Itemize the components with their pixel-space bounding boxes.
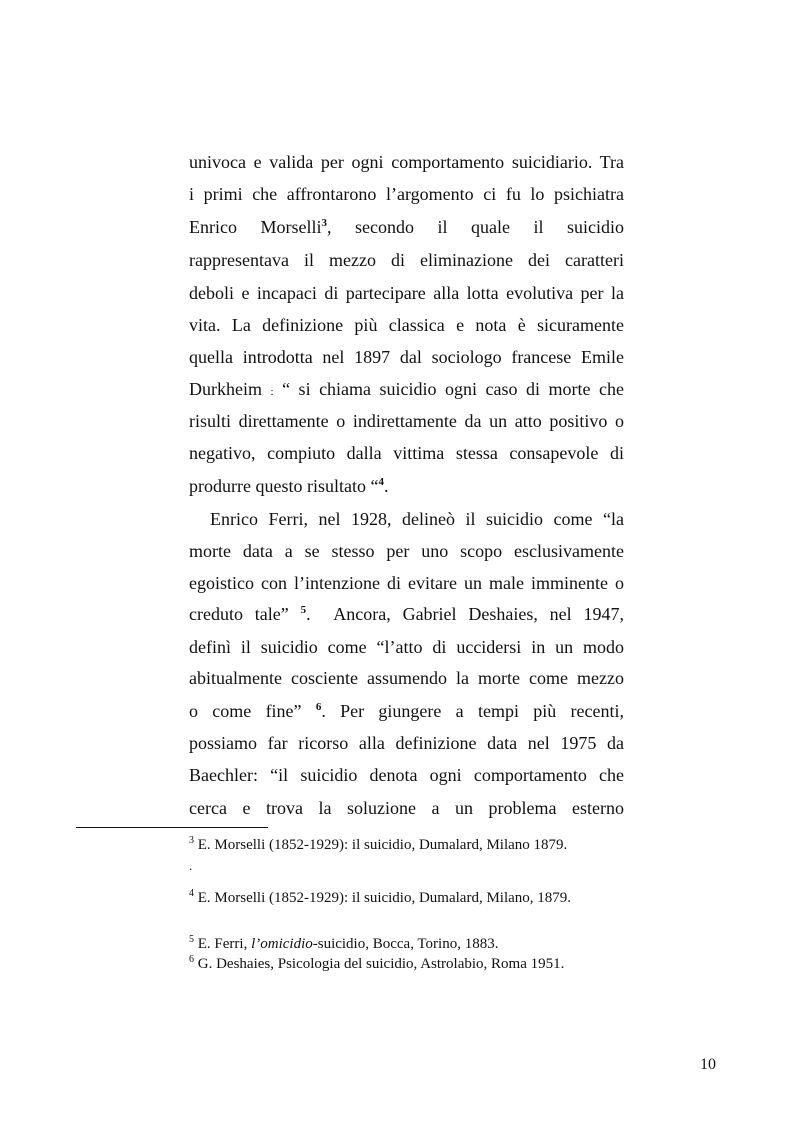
body-line: univoca e valida per ogni comportamento suicidiario. Tra [189, 152, 624, 172]
text-run: . Per giungere a tempi più recenti, [321, 701, 624, 721]
body-line: morte data a se stesso per uno scopo esclusivamente [189, 541, 624, 561]
body-line [189, 378, 624, 403]
text-run: produrre questo risultato “ [189, 476, 379, 496]
footnote-5 [189, 935, 689, 953]
footnote-ref: 6 [315, 701, 322, 713]
body-line [189, 700, 624, 722]
body-line: quella introdotta nel 1897 dal sociologo francese Emile [189, 347, 624, 367]
body-line: i primi che affrontarono l’argomento ci fu lo psichiatra [189, 184, 624, 204]
body-line: possiamo far ricorso alla definizione data nel 1975 da [189, 733, 624, 753]
text-run: Durkheim [189, 379, 271, 399]
footnote-text: G. Deshaies, Psicologia del suicidio, Astrolabio, Roma 1951. [194, 956, 565, 972]
body-line [189, 475, 624, 497]
footnote-ref: 4 [378, 476, 384, 488]
text-run: . Ancora, Gabriel Deshaies, nel 1947, [306, 604, 624, 624]
body-line: abitualmente cosciente assumendo la morte come mezzo [189, 668, 624, 688]
text-run-small: : [270, 386, 274, 398]
text-run: “ si chiama suicidio ogni caso di morte che [273, 379, 625, 399]
footnote-text: E. Morselli (1852-1929): il suicidio, Dumalard, Milano 1879. [194, 837, 568, 853]
body-line: negativo, compiuto dalla vittima stessa consapevole di [189, 443, 624, 463]
footnote-dot: . [189, 858, 193, 873]
body-line [189, 603, 624, 625]
footnote-ref: 3 [321, 217, 327, 229]
footnote-number: 3 [189, 835, 194, 846]
body-line: vita. La definizione più classica e nota è sicuramente [189, 315, 624, 335]
footnote-separator [76, 827, 268, 828]
text-run: , secondo il quale il suicidio [326, 217, 624, 237]
footnote-number: 4 [189, 888, 194, 899]
footnote-text: E. Ferri, [194, 936, 252, 952]
footnote-text: -suicidio, Bocca, Torino, 1883. [312, 936, 499, 952]
body-line: egoistico con l’intenzione di evitare un male imminente o [189, 573, 624, 593]
footnote-text: E. Morselli (1852-1929): il suicidio, Dumalard, Milano, 1879. [194, 890, 572, 906]
body-line: definì il suicidio come “l’atto di uccidersi in un modo [189, 637, 624, 657]
footnote-4 [189, 889, 689, 907]
footnote-6 [189, 955, 689, 973]
body-line: Baechler: “il suicidio denota ogni comportamento che [189, 765, 624, 785]
text-run: . [383, 476, 389, 496]
text-run: o come fine” [189, 701, 316, 721]
text-run: Enrico Morselli [189, 217, 322, 237]
body-line [189, 216, 624, 238]
footnote-3 [189, 836, 689, 854]
footnote-number: 5 [189, 934, 194, 945]
body-line: rappresentava il mezzo di eliminazione dei caratteri [189, 250, 624, 270]
body-line: deboli e incapaci di partecipare alla lotta evolutiva per la [189, 283, 624, 303]
footnote-ref: 5 [300, 604, 307, 616]
footnote-italic: l’omicidio [251, 936, 313, 952]
body-line: cerca e trova la soluzione a un problema esterno [189, 798, 624, 818]
page-number: 10 [700, 1056, 716, 1073]
body-line: Enrico Ferri, nel 1928, delineò il suicidio come “la [189, 509, 624, 529]
body-line: risulti direttamente o indirettamente da un atto positivo o [189, 411, 624, 431]
text-run: creduto tale” [189, 604, 301, 624]
footnote-number: 6 [189, 954, 194, 965]
